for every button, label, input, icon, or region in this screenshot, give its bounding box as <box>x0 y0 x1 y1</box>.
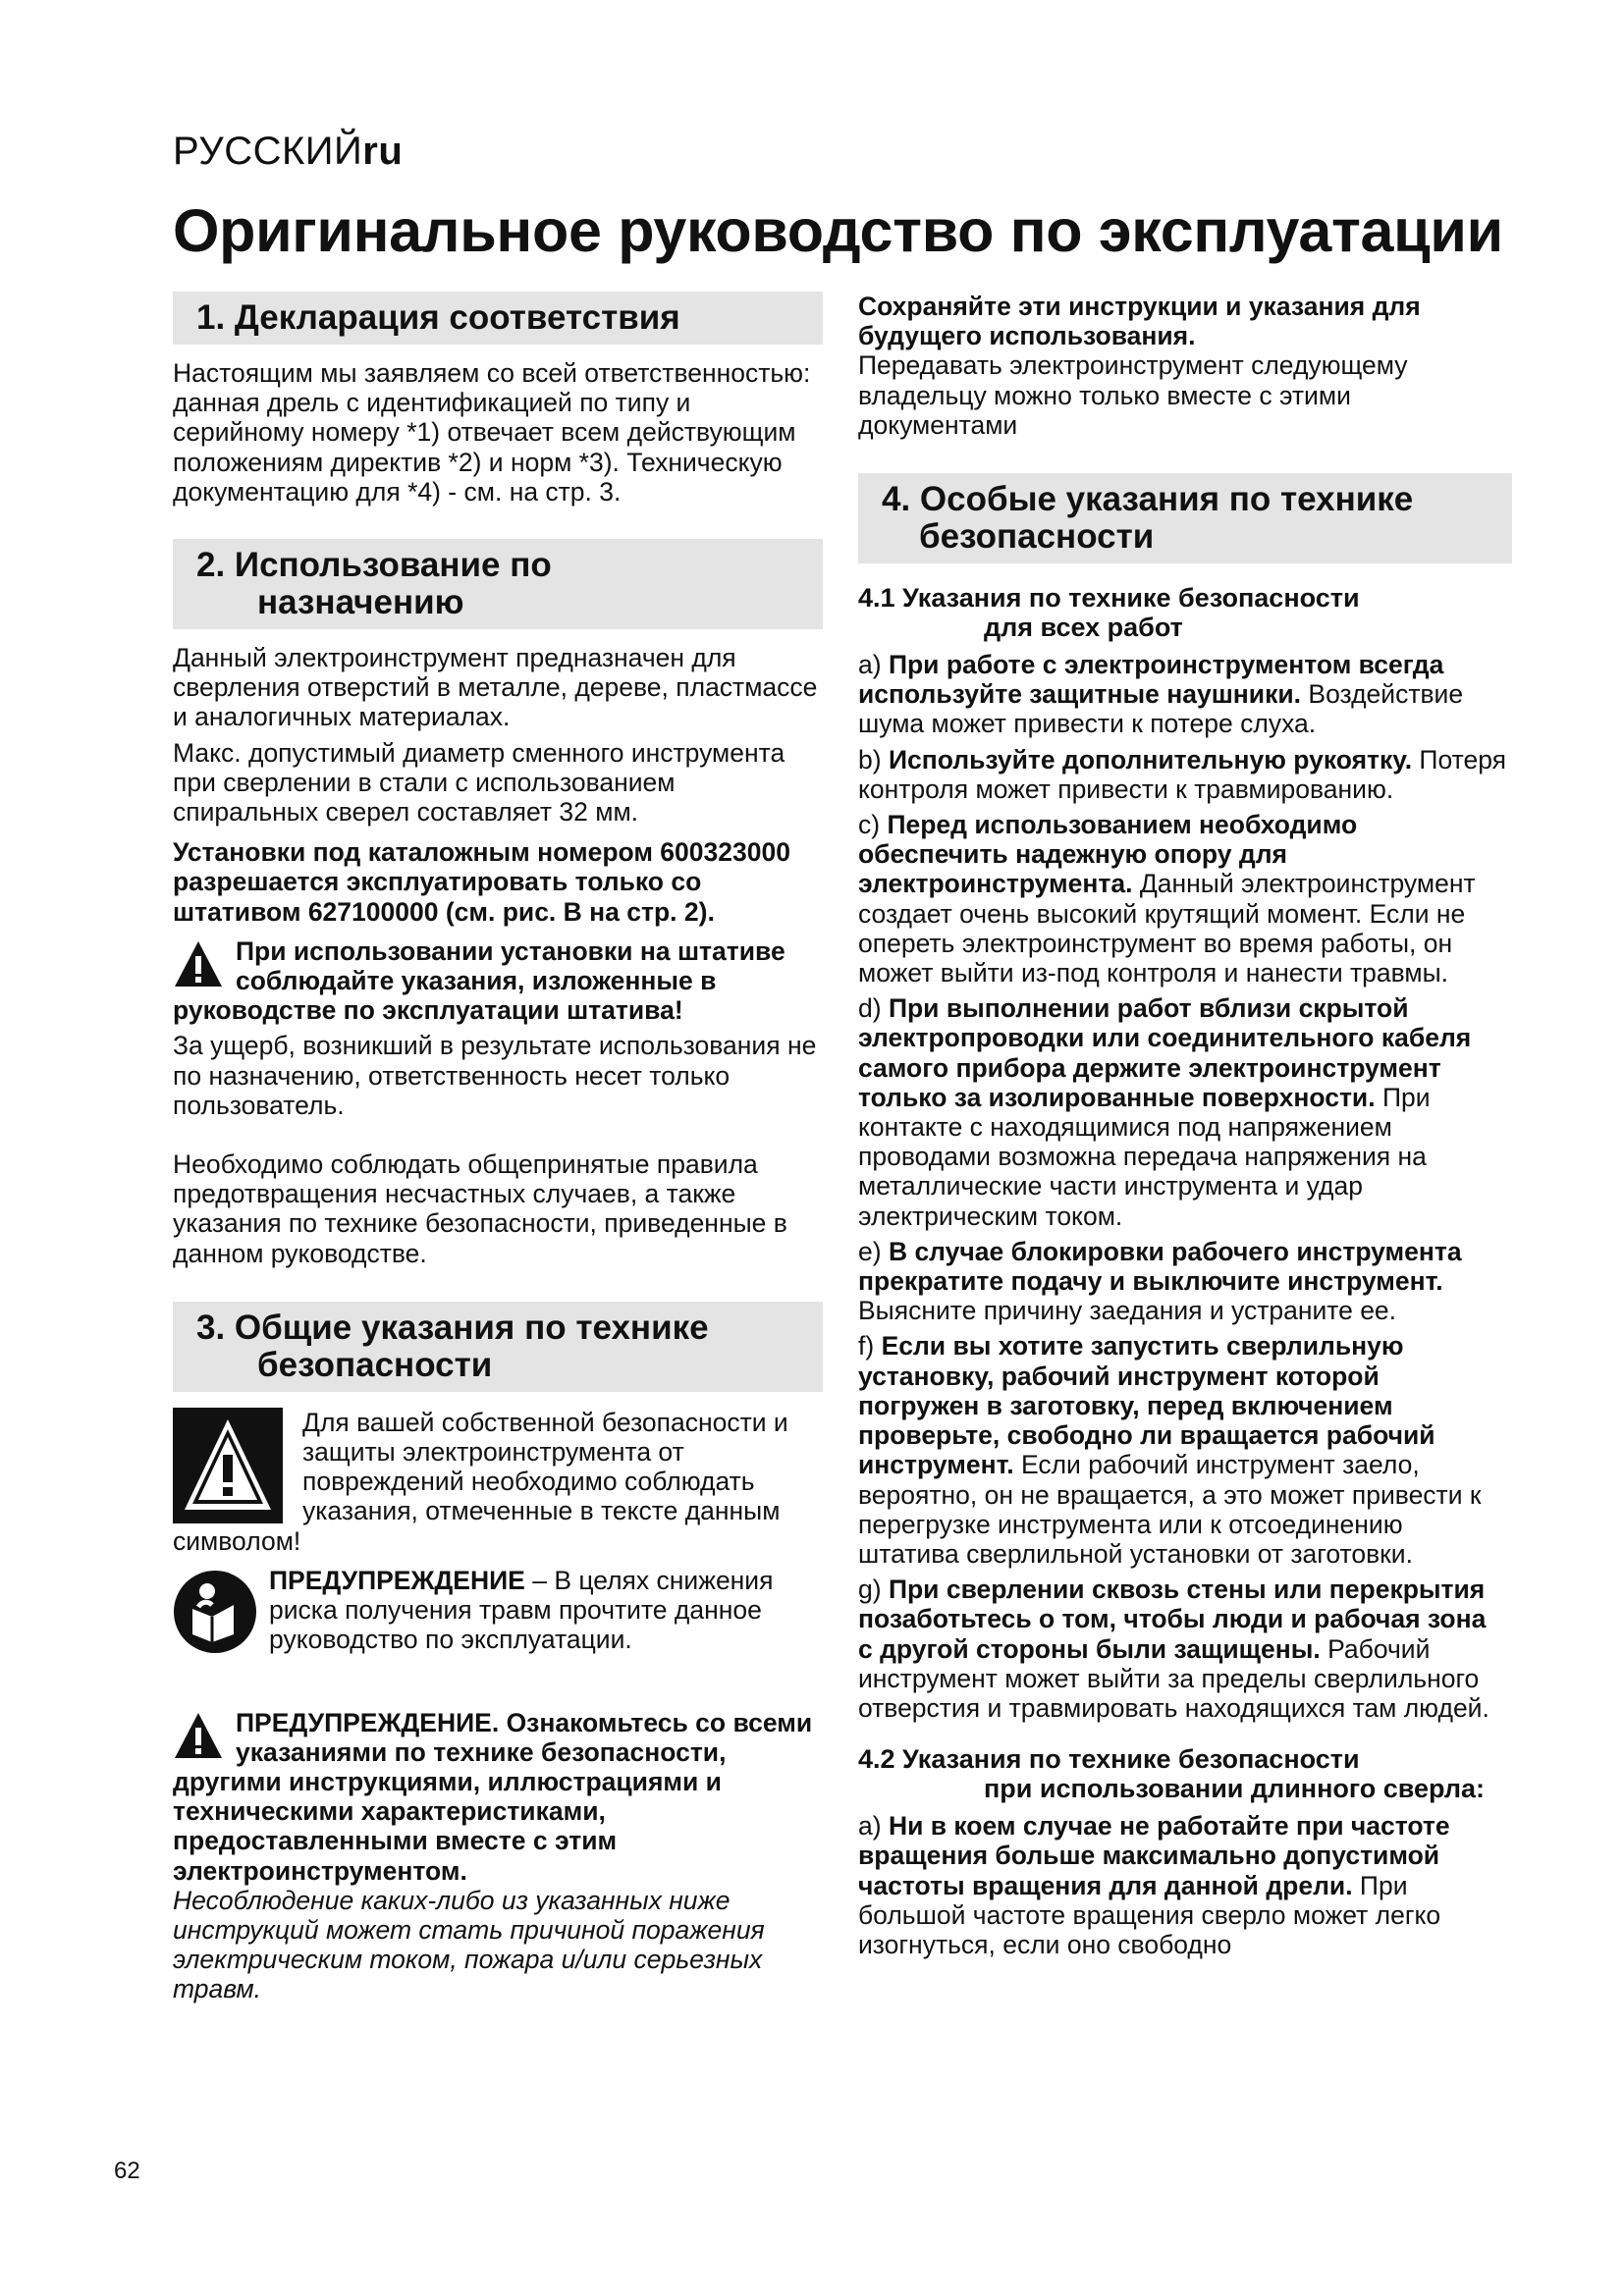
warning-triangle-icon <box>173 1710 224 1761</box>
safety-item-label: c) <box>858 810 888 840</box>
safety-item-text: При контакте с находящимися под напряжением проводами возможна передача напряжения на металлические части инструмента и удар электрическим током. <box>858 1082 1431 1231</box>
read-manual-icon <box>173 1570 257 1654</box>
safety-item-label: e) <box>858 1236 889 1266</box>
general-warning-italic: Несоблюдение каких-либо из указанных ниже инструкций может стать причиной поражения электрическим током, пожара и/или серьезных травм. <box>173 1885 765 2004</box>
safety-item-bold: Ни в коем случае не работайте при частоте вращения больше максимально допустимой частоты вращения для данной дрели. <box>858 1811 1450 1900</box>
stand-warning <box>173 936 823 1026</box>
safety-item-bold: При работе с электроинструментом всегда используйте защитные наушники. <box>858 650 1444 710</box>
safety-item <box>858 1811 1506 1959</box>
section-2-para-1: Данный электроинструмент предназначен для сверления отверстий в металле, дереве, пластмассе и аналогичных материалах. <box>173 643 818 732</box>
stand-warning-text: При использовании установки на штативе соблюдайте указания, изложенные в руководстве по эксплуатации штатива! <box>173 935 785 1026</box>
safety-item-bold: При сверлении сквозь стены или перекрытия позаботьтесь о том, чтобы люди и рабочая зона с другой стороны были защищены. <box>858 1575 1487 1664</box>
safety-item-label: f) <box>858 1331 882 1362</box>
safety-symbol-text: Для вашей собственной безопасности и защиты электроинструмента от повреждений необходимо соблюдать указания, отмеченные в тексте данным символом! <box>173 1407 788 1556</box>
section-2-para-5: Необходимо соблюдать общепринятые правила предотвращения несчастных случаев, а также указания по технике безопасности, приведенные в данном руководстве. <box>173 1149 787 1268</box>
safety-item-label: g) <box>858 1575 889 1605</box>
subsection-4-1-heading: 4.1 Указания по технике безопасности для всех работ <box>858 583 1360 643</box>
section-2-heading: 2. Использование по назначению <box>173 539 823 629</box>
long-drill-items-list <box>858 1811 1506 1959</box>
safety-item-text: Воздействие шума может привести к потере слуха. <box>858 679 1464 739</box>
section-2-para-2: Макс. допустимый диаметр сменного инструмента при сверлении в стали с использованием спиральных сверел составляет 32 мм. <box>173 737 785 828</box>
language-label: РУССКИЙru <box>173 130 404 173</box>
general-warning <box>173 1708 823 2004</box>
keep-instructions-bold: Сохраняйте эти инструкции и указания для будущего использования. <box>858 292 1421 351</box>
section-2-para-4: За ущерб, возникший в результате использования не по назначению, ответственность несет только пользователь. <box>173 1031 817 1120</box>
safety-item-bold: Используйте дополнительную рукоятку. <box>888 744 1413 774</box>
safety-item-text: Данный электроинструмент создает очень высокий крутящий момент. Если не опереть электроинструмент во время работы, он может выйти из-под контроля и нанести травмы. <box>858 869 1476 988</box>
general-warning-bold: ПРЕДУПРЕЖДЕНИЕ. Ознакомьтесь со всеми указаниями по технике безопасности, другими инструкциями, иллюстрациями и техническими характеристиками, предоставленными вместе с этим электроинструментом. <box>173 1707 813 1886</box>
safety-item-text: Потеря контроля может привести к травмированию. <box>858 744 1506 804</box>
safety-item-label: d) <box>858 993 889 1024</box>
safety-symbol-note <box>173 1408 823 1556</box>
warning-triangle-icon <box>173 938 224 989</box>
safety-item-bold: Перед использованием необходимо обеспечить надежную опору для электроинструмента. <box>858 810 1358 899</box>
safety-item <box>858 1575 1506 1723</box>
keep-instructions-text: Передавать электроинструмент следующему владельцу можно только вместе с этими документами <box>858 350 1408 440</box>
safety-item <box>858 810 1506 988</box>
safety-item-bold: При выполнении работ вблизи скрытой электропроводки или соединительного кабеля самого прибора держите электроинструмент только за изолированные поверхности. <box>858 993 1472 1112</box>
safety-item-bold: Если вы хотите запустить сверлильную установку, рабочий инструмент которой погружен в заготовку, перед включением проверьте, свободно ли вращается рабочий инструмент. <box>858 1331 1435 1480</box>
safety-item-text: Если рабочий инструмент заело, вероятно, он не вращается, а это может привести к перегрузке инструмента или к отсоединению штатива сверлильной установки от заготовки. <box>858 1450 1482 1569</box>
page-title: Оригинальное руководство по эксплуатации <box>173 197 1503 264</box>
safety-item <box>858 993 1506 1231</box>
section-3-heading: 3. Общие указания по технике безопасности <box>173 1302 823 1392</box>
safety-item-label: b) <box>858 744 889 774</box>
safety-item <box>858 1237 1506 1326</box>
subsection-4-2-heading: 4.2 Указания по технике безопасности при использовании длинного сверла: <box>858 1744 1486 1804</box>
section-1-text: Настоящим мы заявляем со всей ответственностью: данная дрель с идентификацией по типу и серийному номеру *1) отвечает всем действующим положениям директив *2) и норм *3). Техническую документацию для *4) - см. на стр. 3. <box>173 358 811 507</box>
safety-item <box>858 1331 1506 1569</box>
safety-item <box>858 745 1506 804</box>
safety-item-label: a) <box>858 1811 889 1842</box>
read-manual-note <box>173 1566 823 1655</box>
read-manual-text: ПРЕДУПРЕЖДЕНИЕ – В целях снижения риска получения травм прочтите данное руководство по эксплуатации. <box>269 1565 774 1655</box>
safety-items-list <box>858 650 1506 1723</box>
warning-triangle-large-icon <box>173 1408 283 1523</box>
safety-item-text: Рабочий инструмент может выйти за пределы сверлильного отверстия и травмировать находящихся там людей. <box>858 1633 1489 1723</box>
section-4-heading: 4. Особые указания по технике безопасности <box>858 473 1512 563</box>
safety-item-bold: В случае блокировки рабочего инструмента прекратите подачу и выключите инструмент. <box>858 1236 1462 1297</box>
safety-item-label: a) <box>858 650 889 680</box>
section-2-para-3: Установки под каталожным номером 600323000 разрешается эксплуатировать только со штативом 627100000 (см. рис. В на стр. 2). <box>173 837 790 927</box>
right-column <box>858 292 1506 1965</box>
safety-item-text: Выясните причину заедания и устраните ее. <box>858 1296 1397 1326</box>
left-column <box>173 292 823 2004</box>
safety-item-text: При большой частоте вращения сверло может легко изогнуться, если оно свободно <box>858 1870 1441 1959</box>
safety-item <box>858 650 1506 739</box>
section-1-heading: 1. Декларация соответствия <box>173 292 823 345</box>
page-number: 62 <box>114 2158 140 2184</box>
